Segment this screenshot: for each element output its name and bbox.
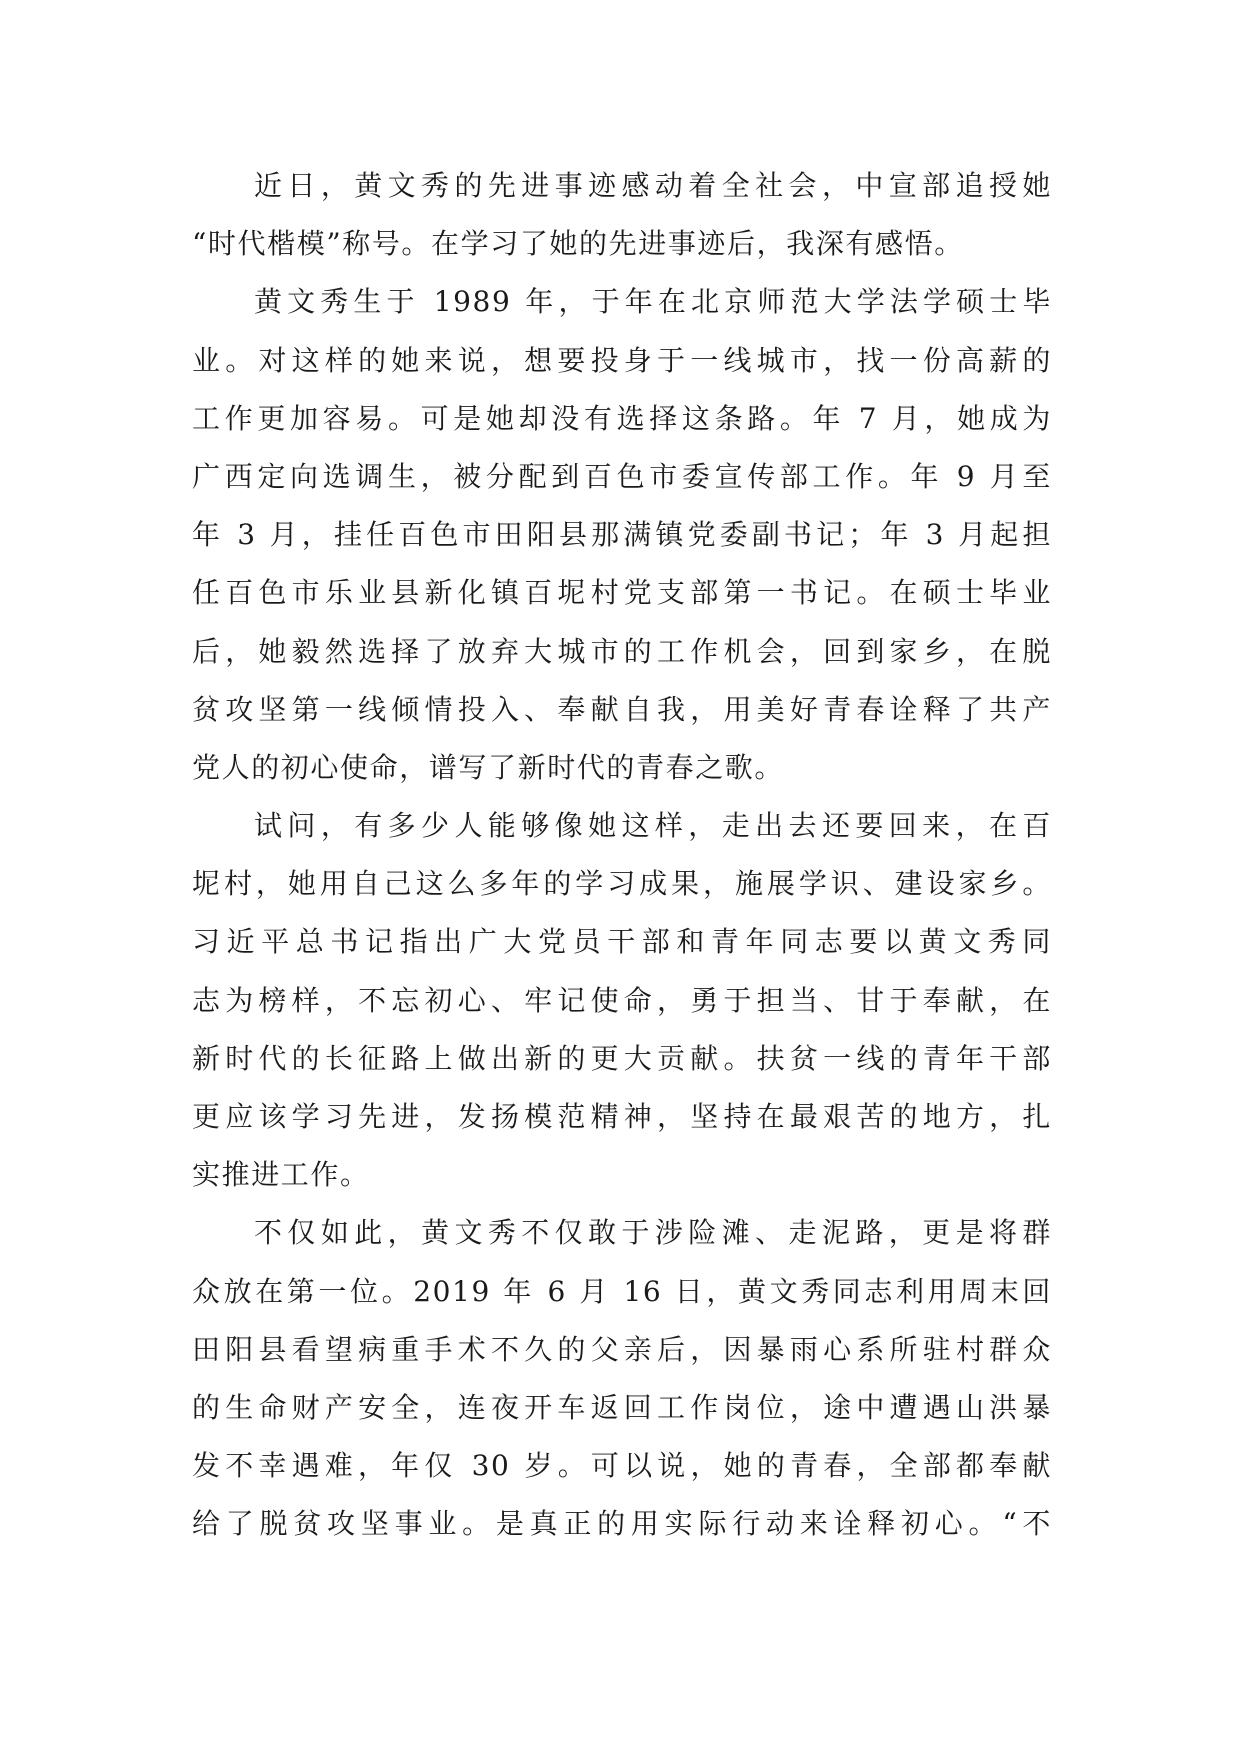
text-line: 坭村，她用自己这么多年的学习成果，施展学识、建设家乡。 [192,867,1052,901]
text-line: 更应该学习先进，发扬模范精神，坚持在最艰苦的地方，扎 [192,1100,1052,1133]
text-line: 众放在第一位。2019 年 6 月 16 日，黄文秀同志利用周末回 [192,1274,1052,1308]
text-line: 年 3 月，挂任百色市田阳县那满镇党委副书记；年 3 月起担 [192,518,1052,552]
text-line: 党人的初心使命，谱写了新时代的青春之歌。 [192,750,785,784]
text-line: 发不幸遇难，年仅 30 岁。可以说，她的青春，全部都奉献 [192,1449,1052,1483]
text-line: 的生命财产安全，连夜开车返回工作岗位，途中遭遇山洪暴 [192,1390,1052,1424]
paragraph-4 [192,1204,1052,1553]
paragraph-1 [192,157,1052,273]
text-line: 黄文秀生于 1989 年，于年在北京师范大学法学硕士毕 [254,285,1052,319]
text-line: 田阳县看望病重手术不久的父亲后，因暴雨心系所驻村群众 [192,1332,1052,1366]
text-line: 广西定向选调生，被分配到百色市委宣传部工作。年 9 月至 [192,459,1052,493]
text-line: 后，她毅然选择了放弃大城市的工作机会，回到家乡，在脱 [192,634,1052,668]
text-line: 工作更加容易。可是她却没有选择这条路。年 7 月，她成为 [192,401,1052,435]
text-line: 给了脱贫攻坚事业。是真正的用实际行动来诠释初心。“不 [192,1507,1052,1541]
text-line: 贫攻坚第一线倾情投入、奉献自我，用美好青春诠释了共产 [192,692,1052,726]
text-line: 习近平总书记指出广大党员干部和青年同志要以黄文秀同 [192,925,1052,959]
text-line: 近日，黄文秀的先进事迹感动着全社会，中宣部追授她 [254,169,1052,202]
text-line: 不仅如此，黄文秀不仅敢于涉险滩、走泥路，更是将群 [254,1216,1052,1250]
text-line: 志为榜样，不忘初心、牢记使命，勇于担当、甘于奉献，在 [192,983,1052,1017]
text-line: 业。对这样的她来说，想要投身于一线城市，找一份高薪的 [192,343,1052,377]
text-line: “时代楷模”称号。在学习了她的先进事迹后，我深有感悟。 [192,227,964,261]
text-line: 实推进工作。 [192,1158,370,1192]
document-body [192,157,1052,1554]
paragraph-2 [192,273,1052,797]
paragraph-3 [192,797,1052,1204]
text-line: 任百色市乐业县新化镇百坭村党支部第一书记。在硕士毕业 [192,576,1052,610]
text-line: 新时代的长征路上做出新的更大贡献。扶贫一线的青年干部 [192,1041,1052,1075]
text-line: 试问，有多少人能够像她这样，走出去还要回来，在百 [254,809,1052,843]
